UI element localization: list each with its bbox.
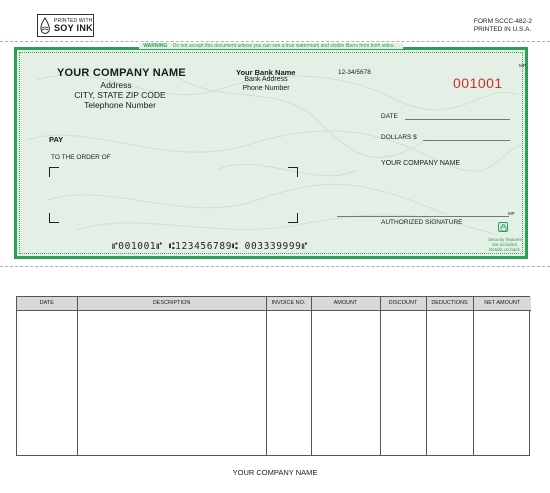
col-discount: DISCOUNT xyxy=(380,297,426,310)
order-label: TO THE ORDER OF xyxy=(51,154,111,161)
pay-label: PAY xyxy=(49,135,64,144)
security-note: Security features are included. Details on back. xyxy=(488,237,522,252)
routing-fraction: 12-34/5678 xyxy=(338,69,371,76)
printed-in: PRINTED IN U.S.A. xyxy=(473,26,532,33)
company-city: CITY, STATE ZIP CODE xyxy=(74,90,166,100)
company-name: YOUR COMPANY NAME xyxy=(57,67,186,79)
cell-deductions[interactable] xyxy=(426,310,473,455)
stub-table xyxy=(16,296,530,456)
address-window-corner-bl xyxy=(49,213,59,223)
check-number: 001001 xyxy=(453,75,503,91)
cell-description[interactable] xyxy=(77,310,266,455)
col-date: DATE xyxy=(17,297,77,310)
warning-text: Do not accept this document unless you can see a true watermark and visible fibers from both sides. xyxy=(169,43,399,49)
warning-banner xyxy=(17,43,525,49)
perforation-bottom xyxy=(0,266,550,267)
date-line[interactable] xyxy=(405,119,510,120)
padlock-icon xyxy=(498,222,508,232)
col-net-amount: NET AMOUNT xyxy=(473,297,531,310)
soy-leaf-icon xyxy=(38,15,52,36)
company-address: Address xyxy=(100,80,132,90)
col-invoice-no: INVOICE NO. xyxy=(266,297,311,310)
col-description: DESCRIPTION xyxy=(77,297,266,310)
address-window-corner-tr xyxy=(288,167,298,177)
address-window-corner-tl xyxy=(49,167,59,177)
address-window-corner-br xyxy=(288,213,298,223)
cell-discount[interactable] xyxy=(380,310,426,455)
company-phone: Telephone Number xyxy=(84,100,156,110)
cell-date[interactable] xyxy=(17,310,77,455)
mp-mark-signature: MP xyxy=(508,211,515,216)
cell-net-amount[interactable] xyxy=(473,310,531,455)
dollars-label: DOLLARS $ xyxy=(381,134,417,141)
amount-line[interactable] xyxy=(423,140,510,141)
signer-company-name: YOUR COMPANY NAME xyxy=(381,160,461,167)
perforation-top xyxy=(0,41,550,42)
warning-label: WARNING xyxy=(143,43,168,49)
stub-company-name: YOUR COMPANY NAME xyxy=(232,468,318,477)
logo-line2: SOY INK xyxy=(54,22,93,33)
cell-invoice-no[interactable] xyxy=(266,310,311,455)
signature-line[interactable] xyxy=(337,216,509,217)
col-amount: AMOUNT xyxy=(311,297,380,310)
micr-line: ⑈001001⑈ ⑆123456789⑆ 003339999⑈ xyxy=(112,241,308,252)
mp-mark-top: MP xyxy=(519,63,526,68)
check-body xyxy=(14,43,528,259)
bank-phone: Phone Number xyxy=(242,85,290,92)
form-number-block xyxy=(474,18,532,34)
bank-name: Your Bank Name xyxy=(236,68,296,77)
logo-line1: PRINTED WITH xyxy=(54,17,93,24)
form-number: FORM SCCC-482-2 xyxy=(473,18,532,25)
col-deductions: DEDUCTIONS xyxy=(426,297,473,310)
stub-body-row xyxy=(17,310,531,455)
soy-ink-logo xyxy=(37,14,94,37)
stub-header-row xyxy=(17,297,531,310)
bank-address: Bank Address xyxy=(244,76,288,83)
date-label: DATE xyxy=(381,113,398,120)
cell-amount[interactable] xyxy=(311,310,380,455)
signature-label: AUTHORIZED SIGNATURE xyxy=(381,219,463,226)
